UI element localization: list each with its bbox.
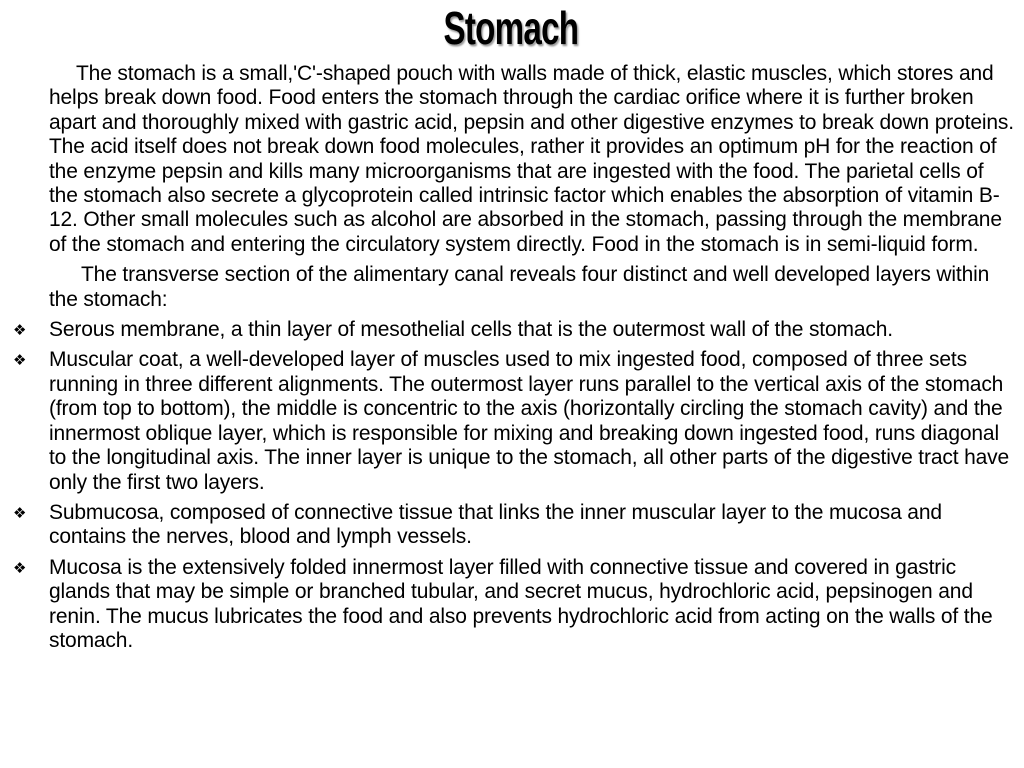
diamond-bullet-icon: ❖ bbox=[13, 321, 27, 340]
list-item-text: Mucosa is the extensively folded innermost layer filled with connective tissue and covered in gastric glands that may be simple or branched tubular, and secret mucus, hydrochloric acid, pepsinogen and renin. The mucus lubricates the food and also prevents hydrochloric acid from acting on the walls of the stomach. bbox=[49, 555, 993, 652]
diamond-bullet-icon: ❖ bbox=[13, 503, 27, 522]
slide-title: Stomach bbox=[443, 2, 579, 54]
list-item-muscular-coat bbox=[0, 348, 1024, 494]
list-item-mucosa bbox=[0, 556, 1024, 654]
diamond-bullet-icon: ❖ bbox=[13, 558, 27, 577]
slide-body bbox=[0, 62, 1024, 659]
list-item-text: Serous membrane, a thin layer of mesothelial cells that is the outermost wall of the stomach. bbox=[49, 318, 893, 342]
intro-paragraph: The stomach is a small,'C'-shaped pouch with walls made of thick, elastic muscles, which stores and helps break down food. Food enters the stomach through the cardiac orifice where it is further broken apart and thoroughly mixed with gastric acid, pepsin and other digestive enzymes to break down proteins. The acid itself does not break down food molecules, rather it provides an optimum pH for the reaction of the enzyme pepsin and kills many microorganisms that are ingested with the food. The parietal cells of the stomach also secrete a glycoprotein called intrinsic factor which enables the absorption of vitamin B-12. Other small molecules such as alcohol are absorbed in the stomach, passing through the membrane of the stomach and entering the circulatory system directly. Food in the stomach is in semi-liquid form. bbox=[49, 62, 1014, 256]
list-item-serous-membrane bbox=[0, 318, 1024, 342]
list-item-submucosa bbox=[0, 501, 1024, 550]
layers-intro-paragraph: The transverse section of the alimentary canal reveals four distinct and well developed layers within the stomach: bbox=[49, 263, 990, 311]
list-item-text: Muscular coat, a well-developed layer of muscles used to mix ingested food, composed of three sets running in three different alignments. The outermost layer runs parallel to the vertical axis of the stomach (from top to bottom), the middle is concentric to the axis (horizontally circling the stomach cavity) and the innermost oblique layer, which is responsible for mixing and breaking down ingested food, runs diagonal to the longitudinal axis. The inner layer is unique to the stomach, all other parts of the digestive tract have only the first two layers. bbox=[49, 348, 1010, 494]
list-item-text: Submucosa, composed of connective tissue that links the inner muscular layer to the mucosa and contains the nerves, blood and lymph vessels. bbox=[49, 500, 942, 549]
diamond-bullet-icon: ❖ bbox=[13, 351, 27, 370]
stomach-layers-list bbox=[0, 318, 1024, 653]
